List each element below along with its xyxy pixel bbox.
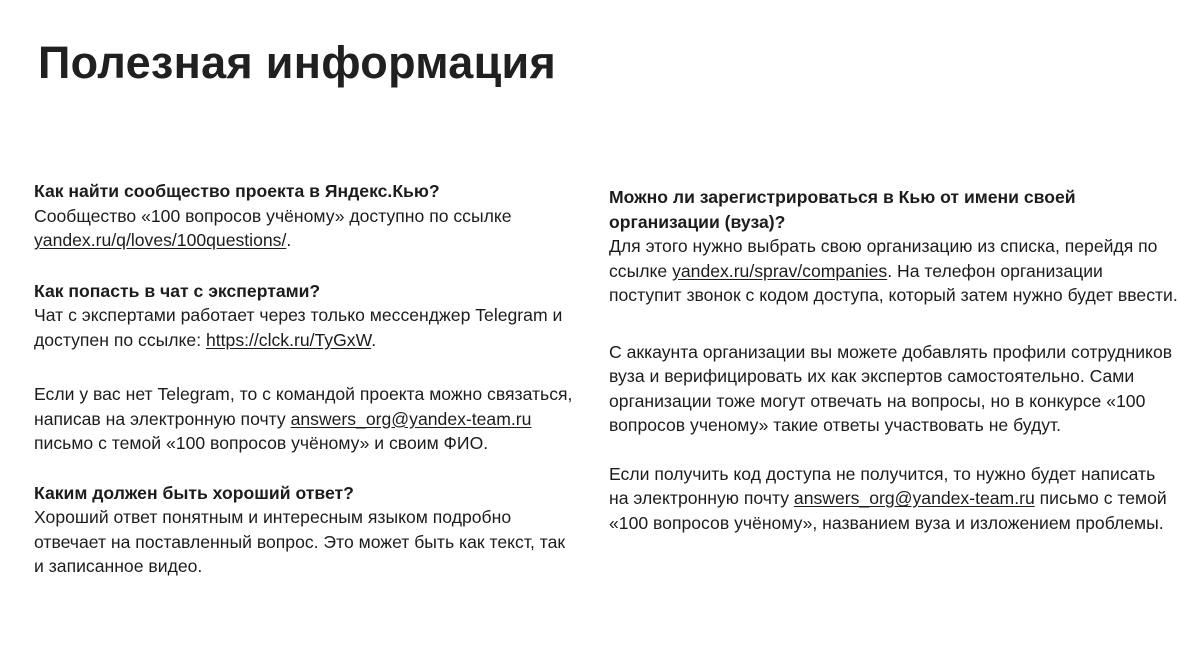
paragraph-text: Если у вас нет Telegram, то с командой проекта можно связаться, написав на электронную почту (34, 384, 573, 429)
answer-text: Чат с экспертами работает через только мессенджер Telegram и доступен по ссылке: (34, 305, 563, 350)
left-column (34, 179, 579, 579)
answer-text: Сообщество «100 вопросов учёному» доступно по ссылке (34, 205, 512, 226)
right-column (609, 185, 1179, 535)
telegram-chat-link[interactable]: https://clck.ru/TyGxW (205, 329, 372, 350)
answer-text-end: . (371, 329, 377, 350)
community-link[interactable]: yandex.ru/q/loves/100questions/ (34, 230, 287, 250)
answer-text: Для этого нужно выбрать свою организацию из списка, перейдя по ссылке (609, 236, 1158, 281)
page-title: Полезная информация (38, 37, 557, 88)
paragraph-text-end: письмо с темой «100 вопросов учёному» и своим ФИО. (34, 433, 489, 453)
faq-answer-expert-chat (34, 303, 579, 352)
email-link[interactable]: answers_org@yandex-team.ru (793, 488, 1035, 508)
faq-question-good-answer: Каким должен быть хороший ответ? (34, 482, 354, 503)
organization-account-paragraph: С аккаунта организации вы можете добавлять профили сотрудников вуза и верифицировать их как экспертов самостоятельно. Сами организации тоже могут отвечать на вопросы, но в конкурсе «100 вопросов ученому» такие ответы участвовать не будут. (609, 341, 1173, 435)
email-link[interactable]: answers_org@yandex-team.ru (290, 408, 532, 429)
paragraph-text: Если получить код доступа не получится, то нужно будет написать на электронную почту (609, 463, 1156, 508)
companies-link[interactable]: yandex.ru/sprav/companies (672, 260, 888, 281)
faq-question-organization-registration: Можно ли зарегистрироваться в Кью от имени своей организации (вуза)? (609, 187, 1076, 232)
faq-answer-find-community (34, 204, 579, 253)
paragraph-text-end: письмо с темой «100 вопросов учёному», названием вуза и изложением проблемы. (609, 488, 1167, 533)
faq-question-find-community: Как найти сообщество проекта в Яндекс.Кью? (34, 181, 440, 201)
contact-by-email-paragraph (34, 382, 579, 456)
faq-answer-organization-registration (609, 234, 1179, 308)
access-code-problem-paragraph (609, 462, 1179, 536)
faq-answer-good-answer: Хороший ответ понятным и интересным языком подробно отвечает на поставленный вопрос. Это может быть как текст, так и записанное видео. (34, 507, 566, 576)
faq-question-expert-chat: Как попасть в чат с экспертами? (34, 280, 321, 301)
answer-text-end: . (286, 230, 292, 250)
answer-text-end: . На телефон организации поступит звонок с кодом доступа, который затем нужно будет ввести. (609, 260, 1178, 305)
